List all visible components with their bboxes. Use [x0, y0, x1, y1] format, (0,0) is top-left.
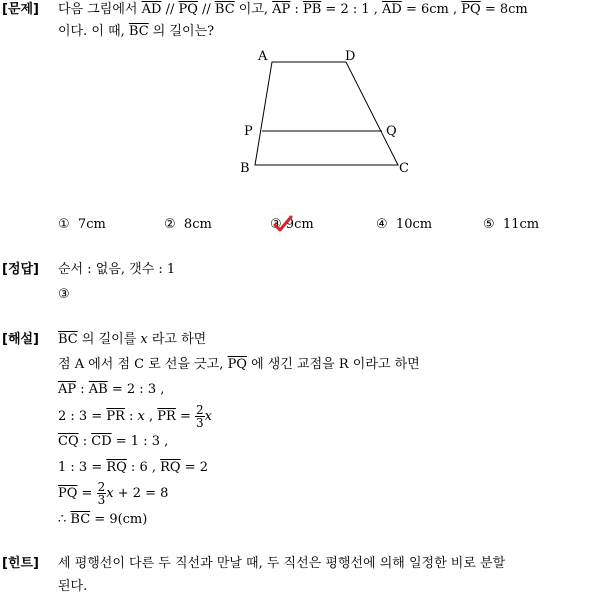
problem-line-2: 이다. 이 때, $\overline{BC}$ 의 길이는? [58, 24, 215, 39]
check-icon [273, 215, 293, 233]
hint-line-1: 세 평행선이 다른 두 직선과 만날 때, 두 직선은 평행선에 의해 일정한 비로 분할 [58, 556, 506, 571]
solution-line-6: 1 : $3 = \overline{RQ}$ : 6 , $\overline{RQ} = 2$ [58, 460, 208, 475]
choice-5[interactable]: ⑤ 11cm [483, 217, 540, 232]
hint-line-2: 된다. [58, 579, 88, 594]
label-c: C [399, 161, 409, 176]
label-b: B [240, 161, 250, 176]
choice-4[interactable]: ④ 10cm [376, 217, 433, 232]
answer-tag: [정답] [2, 262, 39, 277]
label-d: D [345, 49, 356, 64]
label-p: P [244, 124, 253, 139]
answer-line-1: 순서 : 없음, 갯수 : 1 [58, 262, 176, 277]
trapezoid-outline [255, 62, 398, 165]
hint-tag: [힌트] [2, 556, 39, 571]
solution-line-1: $\overline{BC}$ 의 길이를 x 라고 하면 [58, 332, 207, 347]
choice-2[interactable]: ② 8cm [164, 217, 212, 232]
solution-line-5: $\overline{CQ}$ : $\overline{CD} = 1$ : 3 , [58, 434, 169, 449]
problem-line-1: 다음 그림에서 $\overline{AD} // \overline{PQ} // \overline{BC}$ 이고, $\overline{AP}$ : $\overline{PB} = 2$ : 1 , $\overline{AD} = 6cm$ , $\overline{PQ} = 8cm$ [58, 2, 528, 17]
answer-line-2: ③ [58, 287, 70, 302]
label-q: Q [386, 124, 397, 139]
problem-tag: [문제] [2, 2, 39, 17]
solution-line-8: ∴ $\overline{BC} = 9(cm)$ [58, 512, 148, 527]
solution-line-4: 2 : $3 = \overline{PR}$ : x , $\overline{PR}$ = $\frac{2}{3}$ x [58, 403, 212, 430]
solution-tag: [해설] [2, 332, 39, 347]
solution-line-2: 점 A 에서 점 C 로 선을 긋고, $\overline{PQ}$ 에 생긴 교점을 R 이라고 하면 [58, 357, 420, 372]
solution-line-3: $\overline{AP}$ : $\overline{AB} = 2$ : 3 , [58, 382, 165, 397]
label-a: A [258, 49, 268, 64]
choice-1[interactable]: ① 7cm [58, 217, 106, 232]
trapezoid-figure [0, 40, 592, 240]
choice-3[interactable]: ③ 9cm [270, 217, 314, 232]
solution-line-7: $\overline{PQ}$ = $\frac{2}{3}$ x + 2 = 8 [58, 480, 169, 507]
